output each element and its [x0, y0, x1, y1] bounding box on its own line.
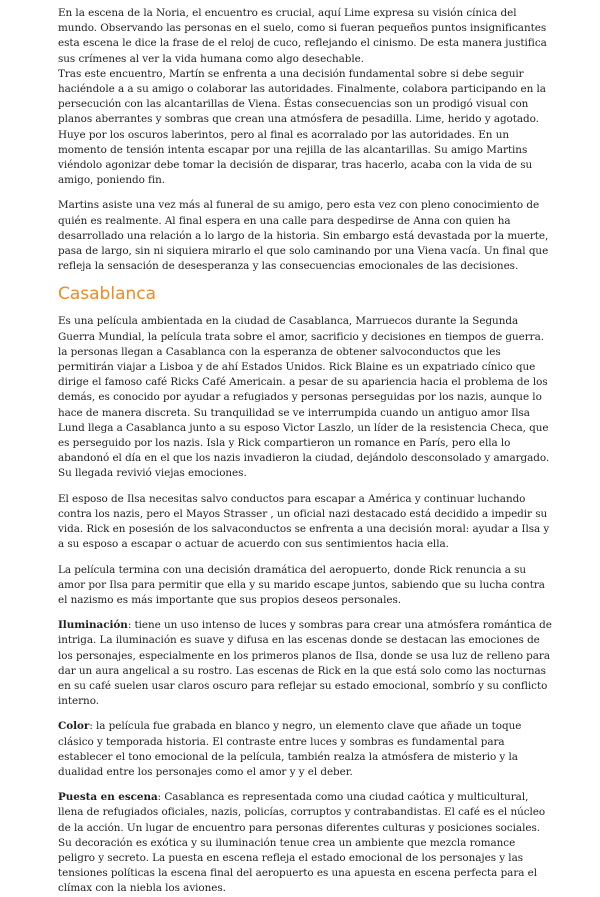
paragraph-gap [58, 482, 552, 492]
text-iluminacion: : tiene un uso intenso de luces y sombras para crear una atmósfera romántica de intriga. La iluminación es suave y difusa en las escenas donde se destacan las emociones de los personajes, especialmente en los primeros planos de Ilsa, donde se usa luz de relleno para dar un aura angelical a su rostro. Las escenas de Rick en la que está solo como las nocturnas en su café suelen usar claros oscuro para reflejar su estado emocional, sombrío y su conflicto interno. [58, 619, 552, 708]
paragraph-alcantarillas: Tras este encuentro, Martín se enfrenta a una decisión fundamental sobre si debe seguir haciéndole a a su amigo o colaborar las autoridades. Finalmente, colabora participando en la persecución con las alcantarillas de Viena. Éstas consecuencias son un prodigó visual con planos aberrantes y sombras que crean una atmósfera de pesadilla. Lime, herido y agotado. Huye por los oscuros laberintos, pero al final es acorralado por las autoridades. En un momento de tensión intenta escapar por una rejilla de las alcantarillas. Su amigo Martins viéndolo agonizar debe tomar la decisión de disparar, tras hacerlo, acaba con la vida de su amigo, poniendo fin. [58, 67, 546, 187]
paragraph-funeral: Martins asiste una vez más al funeral de su amigo, pero esta vez con pleno conocimiento de quién es realmente. Al final espera en una calle para despedirse de Anna con quien ha desarrollado una relación a lo largo de la historia. Sin embargo está devastada por la muerte, pasa de largo, sin ni siquiera mirarlo el que solo caminando por una Viena vacía. Un final que refleja la sensación de desesperanza y las consecuencias emocionales de las decisiones. [58, 199, 549, 273]
document-page [58, 6, 552, 897]
paragraph-gap [58, 709, 552, 719]
paragraph-puesta-en-escena [58, 790, 552, 896]
paragraph-salvoconductos: El esposo de Ilsa necesitas salvo conductos para escapar a América y continuar luchando contra los nazis, pero el Mayos Strasser , un oficial nazi destacado está decidido a impedir su vida. Rick en posesión de los salvaconductos se enfrenta a una decisión moral: ayudar a Ilsa y a su esposo a escapar o actuar de acuerdo con sus sentimientos hacia ella. [58, 492, 550, 551]
paragraph-gap [58, 608, 552, 618]
paragraph-noria: En la escena de la Noria, el encuentro es crucial, aquí Lime expresa su visión cínica del mundo. Observando las personas en el suelo, como si fueran pequeños puntos insignificantes esta escena le dice la frase de el reloj de cuco, reflejando el cinismo. De esta manera justifica sus crímenes al ver la vida humana como algo desechable. [58, 7, 547, 65]
paragraph-gap [58, 188, 552, 198]
term-iluminacion: Iluminación [58, 619, 128, 632]
text-puesta-en-escena: : Casablanca es representada como una ciudad caótica y multicultural, llena de refugiados oficiales, nazis, policías, corruptos y contrabandistas. El café es el núcleo de la acción. Un lugar de encuentro para personas diferentes culturas y posiciones sociales. Su decoración es exótica y su iluminación tenue crea un ambiente que mezcla romance peligro y secreto. La puesta en escena refleja el estado emocional de los personajes y las tensiones políticas la escena final del aeropuerto es una apuesta en escena perfecta para el clímax con la niebla los aviones. [58, 791, 546, 895]
paragraph-iluminacion [58, 618, 552, 709]
term-color: Color [58, 720, 90, 733]
term-puesta-en-escena: Puesta en escena [58, 791, 158, 804]
paragraph-color [58, 719, 552, 780]
section-heading-casablanca: Casablanca [58, 284, 157, 305]
paragraph-casablanca-plot: Es una película ambientada en la ciudad de Casablanca, Marruecos durante la Segunda Guerra Mundial, la película trata sobre el amor, sacrificio y decisiones en tiempos de guerra. la personas llegan a Casablanca con la esperanza de obtener salvoconductos que les permitirán viajar a Lisboa y de ahí Estados Unidos. Rick Blaine es un expatriado cínico que dirige el famoso café Ricks Café Americain. a pesar de su apariencia hacia el problema de los demás, es conocido por ayudar a refugiados y personas perseguidas por los nazis, aunque lo hace de manera discreta. Su tranquilidad se ve interrumpida cuando un antiguo amor Ilsa Lund llega a Casablanca junto a su esposo Victor Laszlo, un líder de la resistencia Checa, que es perseguido por los nazis. Isla y Rick compartieron un romance en París, pero ella lo abandonó el día en el que los nazis invadieron la ciudad, dejándolo desconsolado y amargado. Su llegada revivió viejas emociones. [58, 315, 550, 480]
paragraph-gap [58, 780, 552, 790]
paragraph-final-aeropuerto: La película termina con una decisión dramática del aeropuerto, donde Rick renuncia a su amor por Ilsa para permitir que ella y su marido escape juntos, sabiendo que su lucha contra el nazismo es más importante que sus propios deseos personales. [58, 563, 545, 606]
paragraph-gap [58, 553, 552, 563]
text-color: : la película fue grabada en blanco y negro, un elemento clave que añade un toque clásico y temporada historia. El contraste entre luces y sombras es fundamental para establecer el tono emocional de la película, también realza la atmósfera de misterio y la dualidad entre los personajes como el amor y y el deber. [58, 720, 522, 778]
